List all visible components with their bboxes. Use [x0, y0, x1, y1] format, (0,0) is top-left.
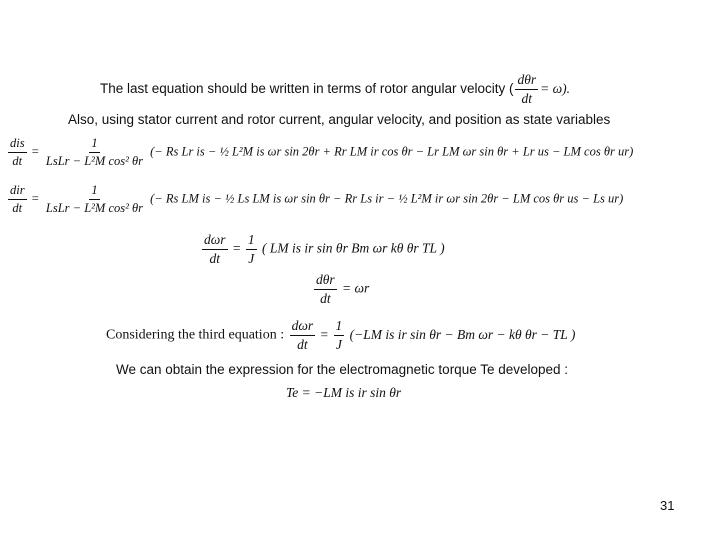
- eq4-lhs-den: dt: [320, 291, 331, 306]
- eq2-lhs-num: dir: [8, 183, 27, 200]
- eq2-coef-num: 1: [89, 183, 99, 200]
- eq3-lhs-den: dt: [209, 251, 221, 266]
- eq2-coef-den: LsLr − L²M cos² θr: [45, 201, 144, 215]
- intro-rate-fraction: [515, 72, 538, 107]
- eq2-lhs-den: dt: [12, 201, 23, 215]
- eq1-body: (− Rs Lr is − ½ L²M is ωr sin 2θr + Rr LM ir cos θr − Lr LM ωr sin θr + Lr us − LM cos θr ur): [150, 144, 634, 159]
- page-number: 31: [660, 498, 675, 513]
- eq2-body: (− Rs LM is − ½ Ls LM is ωr sin θr − Rr Ls ir − ½ L²M ir ωr sin 2θr − LM cos θr us − Ls ur): [150, 191, 624, 206]
- eq4-lhs: [314, 272, 337, 307]
- eq3-body: ( LM is ir sin θr Bm ωr kθ θr TL ): [262, 240, 445, 256]
- eq1-lhs-den: dt: [12, 154, 23, 168]
- equation-stator-current: $\frac{\text{dis}}{dt}$ = $\frac{1}{\text{LsLr − L²M cos² θr}}$ (− Rs Lr is − ½ L²M is ωr sin 2θr + Rr LM ir cos θr − Lr LM ωr sin θr + Lr us − LM cos θr ur): [10, 136, 634, 168]
- third-equation-line: Considering the third equation : $\frac{\text{dωr}}{dt}$ = $\frac{1}{J}$ (−LM is ir sin θr − Bm ωr − kθ θr − TL ): [106, 318, 576, 352]
- eq3-coef-den: J: [248, 251, 255, 266]
- intro-line: [100, 72, 570, 107]
- eq2-lhs: [8, 183, 27, 216]
- intro-rate-rhs: = ω).: [540, 81, 570, 97]
- torque-equation: Te = −LM is ir sin θr: [286, 385, 402, 400]
- torque-text: We can obtain the expression for the electromagnetic torque Te developed :: [116, 362, 569, 377]
- equation-rotor-current: $\frac{\text{dir}}{dt}$ = $\frac{1}{\text{LsLr − L²M cos² θr}}$ (− Rs LM is − ½ Ls LM is ωr sin θr − Rr Ls ir − ½ L²M ir ωr sin 2θr − LM cos θr us − Ls ur): [10, 183, 624, 215]
- eq1-coef-num: 1: [89, 136, 99, 153]
- third-eq-lhs-den: dt: [297, 337, 308, 352]
- intro-rate-num: dθr: [515, 72, 538, 90]
- third-equation-label: Considering the third equation :: [106, 327, 285, 343]
- third-eq-lhs: [290, 318, 316, 353]
- intro-rate-den: dt: [521, 91, 533, 106]
- eq3-coef-num: 1: [246, 232, 257, 250]
- eq3-lhs: [202, 232, 228, 267]
- eq3-coef: [246, 232, 257, 267]
- eq1-coef: [44, 136, 145, 169]
- third-eq-coef-den: J: [335, 337, 342, 352]
- third-eq-body: (−LM is ir sin θr − Bm ωr − kθ θr − TL ): [349, 326, 576, 342]
- eq4-rhs: = ωr: [342, 280, 370, 296]
- eq1-lhs: [8, 136, 27, 169]
- eq4-lhs-num: dθr: [314, 272, 337, 290]
- third-eq-coef-num: 1: [334, 318, 345, 336]
- state-variables-text: Also, using stator current and rotor current, angular velocity, and position as state variables: [68, 112, 611, 127]
- third-eq-lhs-num: dωr: [290, 318, 316, 336]
- equation-angular-velocity: $\frac{\text{dωr}}{dt}$ = $\frac{1}{J}$ ( LM is ir sin θr Bm ωr kθ θr TL ): [204, 232, 445, 266]
- third-eq-coef: [334, 318, 345, 353]
- eq2-coef: [44, 183, 145, 216]
- eq1-lhs-num: dis: [8, 136, 27, 153]
- intro-text: The last equation should be written in terms of rotor angular velocity (: [100, 81, 514, 97]
- eq1-coef-den: LsLr − L²M cos² θr: [45, 154, 144, 168]
- equation-position: [312, 272, 369, 307]
- eq3-lhs-num: dωr: [202, 232, 228, 250]
